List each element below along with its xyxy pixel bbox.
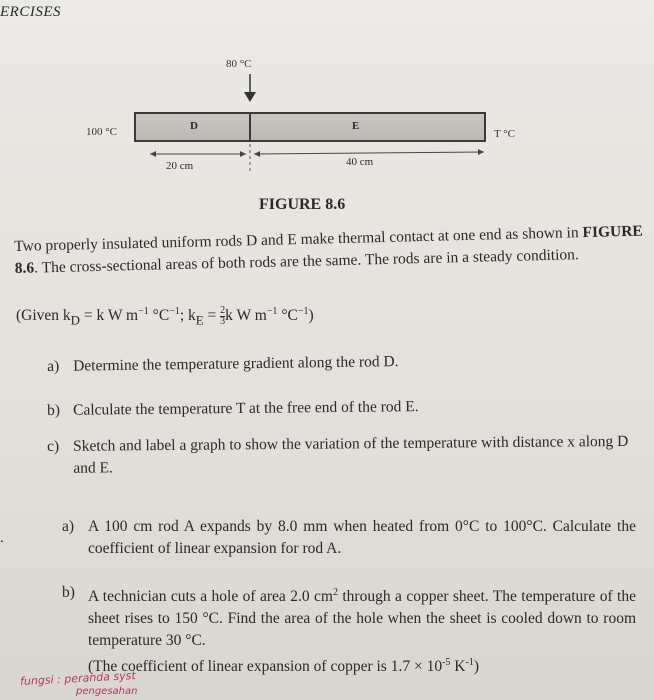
rod-e-dimension-line xyxy=(254,152,484,154)
part-text: A 100 cm rod A expands by 8.0 mm when heated from 0°C to 100°C. Calculate the coefficient of linear expansion for rod A. xyxy=(88,518,636,557)
rod-e-left-arrowhead xyxy=(254,151,260,157)
section-header: ERCISES xyxy=(0,4,61,20)
rod-e-label: E xyxy=(352,120,360,132)
rod-e-length-label: 40 cm xyxy=(346,156,374,168)
part-letter: a) xyxy=(62,518,75,535)
handwritten-note: fungsi : peranda syst xyxy=(19,668,137,689)
figure-caption: FIGURE 8.6 xyxy=(259,196,346,213)
left-temperature-label: 100 °C xyxy=(86,126,117,138)
part-text: Sketch and label a graph to show the variation of the temperature with distance x along D and E. xyxy=(73,432,629,477)
question-8b xyxy=(47,394,627,422)
question-9b xyxy=(62,582,642,676)
part-letter: b) xyxy=(62,584,75,601)
rod-d-left-arrowhead xyxy=(150,151,156,157)
question-9-marker: . xyxy=(0,530,4,546)
part-text: Determine the temperature gradient along the rod D. xyxy=(73,353,399,375)
part-letter: c) xyxy=(47,437,60,455)
question-9a xyxy=(62,516,642,560)
part-text: A technician cuts a hole of area 2.0 $cm^2$ through a copper sheet. The temperature of the sheet rises to 150 °C. Find the area of the hole when the sheet is cooled down to room temperature 30 °C. (The coefficient of linear expansion of copper is $1.7 \times 10^{-5}$ $K^{-1}$) xyxy=(88,587,636,676)
rod-assembly xyxy=(134,112,486,142)
rod-d-right-arrowhead xyxy=(240,151,246,157)
question-8c xyxy=(47,431,637,480)
heat-arrow-head xyxy=(244,92,256,102)
fraction-two-thirds: $\frac{2}{3}$ xyxy=(220,305,226,328)
handwritten-note-2: pengesahan xyxy=(76,686,138,697)
question-8-intro: Two properly insulated uniform rods D and E make thermal contact at one end as shown in FIGURE 8.6. The cross-sectional areas of both rods are the same. The rods are in a steady condition. xyxy=(14,222,643,277)
figure-diagram xyxy=(0,0,654,200)
given-constants: (Given $k_D = k$ W $m^{-1}$ $^\circ C^{-1}$; $k_E$ = $\frac{2}{3}$ k W $m^{-1}$ $^\circ C^{-1}$) xyxy=(16,305,314,328)
top-temperature-label: 80 °C xyxy=(226,58,252,70)
question-8a xyxy=(47,348,627,378)
part-text: Calculate the temperature T at the free end of the rod E. xyxy=(73,398,419,419)
rod-d-label: D xyxy=(190,120,198,132)
rod-d-length-label: 20 cm xyxy=(166,160,194,172)
rod-e-right-arrowhead xyxy=(478,149,484,155)
part-letter: b) xyxy=(47,401,61,419)
part-letter: a) xyxy=(47,357,60,375)
rod-junction xyxy=(249,112,251,142)
right-temperature-label: T °C xyxy=(494,128,516,140)
